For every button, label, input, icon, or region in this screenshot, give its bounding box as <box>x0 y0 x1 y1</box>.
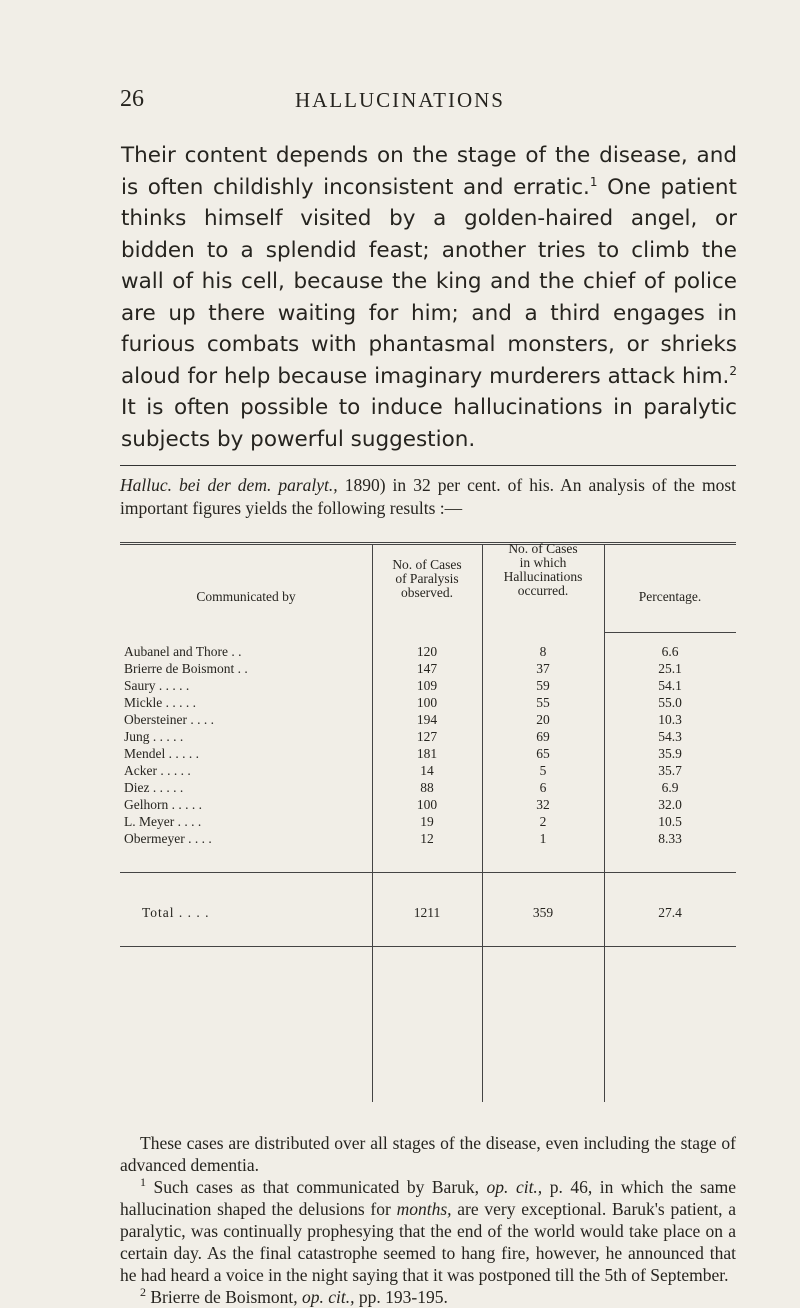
row-observed: 88 <box>420 780 434 795</box>
results-table <box>120 542 736 1122</box>
header-observed <box>372 558 482 600</box>
row-author: Obermeyer . . . . <box>124 831 212 846</box>
row-author: Aubanel and Thore . . <box>124 644 242 659</box>
footnote-1-emphasis: months, <box>396 1199 452 1219</box>
row-percentage: 6.9 <box>661 780 679 795</box>
header-communicated-by: Communicated by <box>196 589 296 604</box>
row-percentage: 8.33 <box>658 831 682 846</box>
total-label: Total . . . . <box>142 905 210 920</box>
main-paragraph <box>121 140 737 455</box>
row-observed: 12 <box>420 831 434 846</box>
table-row <box>120 729 736 745</box>
total-hallucinations: 359 <box>532 905 554 920</box>
header-hallucinations-line: No. of Cases <box>508 541 578 556</box>
footnote-1-citation: op. cit., <box>486 1177 543 1197</box>
footnote-rule <box>120 465 736 466</box>
footnote-1-marker: 1 <box>140 1175 146 1190</box>
row-hallucinations: 55 <box>536 695 550 710</box>
paragraph-text-2: One patient thinks himself visited by a golden-haired angel, or bidden to a splendid feast; another tries to climb the wall of his cell, because the king and the chief of police are up there waiting for him; and a third engages in furious combats with phantasmal monsters, or shrieks aloud for help because imaginary murderers attack him. <box>121 174 737 389</box>
footnote-2-text: pp. 193-195. <box>354 1287 448 1307</box>
row-observed: 127 <box>416 729 438 744</box>
footnote-ref-1: 1 <box>589 174 598 189</box>
footnote-1-text: are very exceptional. Baruk's patient, a paralytic, was continually prophesying that the end of the world would take place on a certain day. As the final catastrophe seemed to hang fire, however, he announced that he had heard a voice in the night saying that it was postponed till the 5th of September. <box>120 1199 736 1285</box>
row-hallucinations: 59 <box>536 678 550 693</box>
footnote-1-text: Such cases as that communicated by Baruk, <box>146 1177 487 1197</box>
footnote-ref-2: 2 <box>729 363 737 378</box>
table-row <box>120 780 736 796</box>
note-intro-italic: Halluc. bei der dem. paralyt., <box>120 475 338 495</box>
row-author: Brierre de Boismont . . <box>124 661 248 676</box>
row-percentage: 32.0 <box>658 797 682 812</box>
row-author: Gelhorn . . . . . <box>124 797 202 812</box>
total-rule <box>120 872 736 873</box>
row-percentage: 25.1 <box>658 661 682 676</box>
row-observed: 100 <box>416 695 438 710</box>
table-row <box>120 661 736 677</box>
row-hallucinations: 32 <box>536 797 550 812</box>
row-percentage: 35.9 <box>658 746 682 761</box>
header-observed-line: of Paralysis <box>395 571 459 586</box>
table-row <box>120 678 736 694</box>
table-row <box>120 695 736 711</box>
row-observed: 14 <box>420 763 434 778</box>
header-observed-line: observed. <box>400 585 454 600</box>
row-hallucinations: 8 <box>539 644 547 659</box>
row-hallucinations: 6 <box>539 780 547 795</box>
row-hallucinations: 37 <box>536 661 550 676</box>
row-hallucinations: 65 <box>536 746 550 761</box>
row-hallucinations: 5 <box>539 763 547 778</box>
page-header <box>0 86 800 116</box>
row-author: Diez . . . . . <box>124 780 184 795</box>
row-hallucinations: 1 <box>539 831 547 846</box>
row-percentage: 35.7 <box>658 763 682 778</box>
row-percentage: 6.6 <box>661 644 679 659</box>
row-observed: 100 <box>416 797 438 812</box>
footnote-1 <box>120 1176 736 1286</box>
header-hallucinations-line: Hallucinations <box>503 569 583 584</box>
row-percentage: 54.3 <box>658 729 682 744</box>
row-author: Mickle . . . . . <box>124 695 196 710</box>
footnote-continuation: These cases are distributed over all stages of the disease, even including the stage of advanced dementia. <box>120 1133 736 1175</box>
row-observed: 147 <box>416 661 438 676</box>
footnote-2-text: Brierre de Boismont, <box>146 1287 303 1307</box>
footnote-2 <box>120 1286 736 1308</box>
header-rule <box>604 632 736 633</box>
table-top-rule-inner <box>120 544 736 545</box>
footnote-1-text: p. 46, in which the same hallucination shaped the delusions for <box>120 1177 737 1219</box>
header-observed-line: No. of Cases <box>392 557 462 572</box>
table-row <box>120 814 736 830</box>
note-intro-text: 1890) in 32 per cent. of his. An analysis of the most important figures yields the following results :— <box>120 475 736 518</box>
table-row <box>120 831 736 847</box>
header-hallucinations-line: occurred. <box>517 583 569 598</box>
row-author: Obersteiner . . . . <box>124 712 214 727</box>
running-title: HALLUCINATIONS <box>295 88 505 112</box>
note-intro <box>120 474 736 520</box>
table-top-rule <box>120 542 736 543</box>
paragraph-text-1: Their content depends on the stage of the disease, and is often childishly inconsistent and erratic. <box>121 143 737 200</box>
row-percentage: 10.3 <box>658 712 682 727</box>
total-percentage: 27.4 <box>658 905 682 920</box>
row-hallucinations: 69 <box>536 729 550 744</box>
row-hallucinations: 2 <box>539 814 547 829</box>
row-observed: 120 <box>416 644 438 659</box>
header-percentage: Percentage. <box>638 589 702 604</box>
footnote-2-marker: 2 <box>140 1285 146 1300</box>
paragraph-text-3: It is often possible to induce hallucinations in paralytic subjects by powerful suggestion. <box>121 395 737 452</box>
header-hallucinations-line: in which <box>519 555 567 570</box>
row-observed: 109 <box>416 678 438 693</box>
row-observed: 181 <box>416 746 438 761</box>
table-row <box>120 797 736 813</box>
footnote-2-citation: op. cit., <box>302 1287 355 1307</box>
row-percentage: 10.5 <box>658 814 682 829</box>
row-author: Jung . . . . . <box>124 729 184 744</box>
row-author: Mendel . . . . . <box>124 746 199 761</box>
row-observed: 194 <box>416 712 438 727</box>
row-author: Acker . . . . . <box>124 763 191 778</box>
row-observed: 19 <box>420 814 434 829</box>
table-row <box>120 746 736 762</box>
table-row <box>120 712 736 728</box>
page-number: 26 <box>120 86 144 112</box>
table-row <box>120 644 736 660</box>
total-row <box>120 905 736 921</box>
row-percentage: 54.1 <box>658 678 682 693</box>
row-author: Saury . . . . . <box>124 678 190 693</box>
row-author: L. Meyer . . . . <box>124 814 202 829</box>
table-bottom-rule <box>120 946 736 947</box>
footnotes <box>120 1132 736 1308</box>
header-hallucinations <box>482 542 604 598</box>
row-hallucinations: 20 <box>536 712 550 727</box>
total-observed: 1211 <box>413 905 441 920</box>
table-row <box>120 763 736 779</box>
row-percentage: 55.0 <box>658 695 682 710</box>
